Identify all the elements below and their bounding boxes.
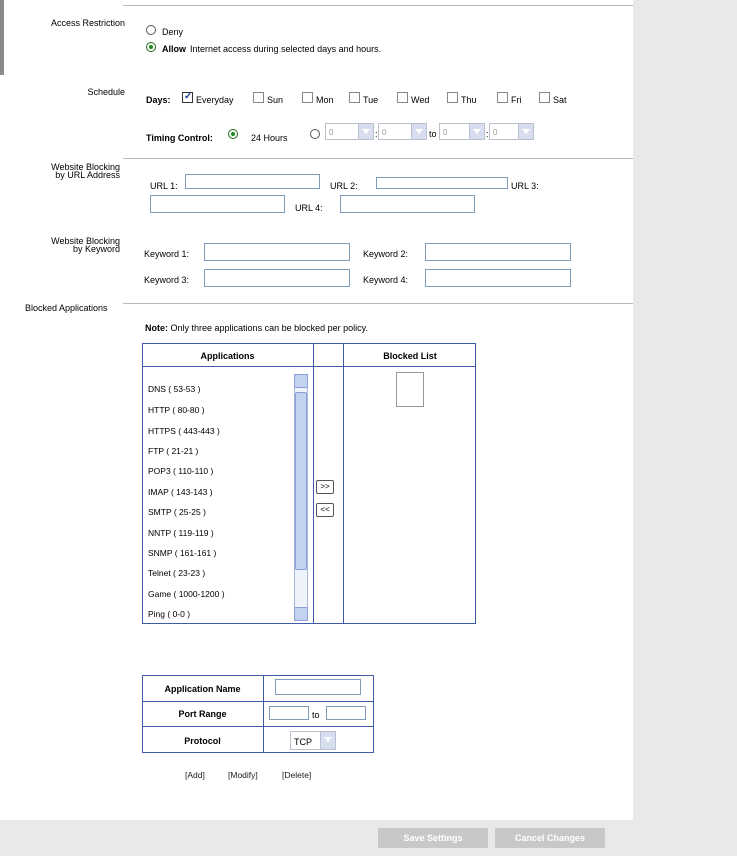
- port-end-input[interactable]: [326, 706, 366, 720]
- start-hour-select[interactable]: 0: [325, 123, 374, 140]
- save-settings-button[interactable]: Save Settings: [378, 828, 488, 848]
- allow-label: Allow: [162, 44, 186, 54]
- add-to-blocked-button[interactable]: >>: [316, 480, 334, 494]
- mon-checkbox[interactable]: [302, 92, 313, 103]
- everyday-label: Everyday: [196, 95, 234, 105]
- port-start-input[interactable]: [269, 706, 309, 720]
- url4-label: URL 4:: [295, 203, 323, 213]
- port-range-label: Port Range: [178, 709, 227, 719]
- access-restriction-label: Access Restriction: [50, 18, 125, 28]
- chevron-down-icon: [469, 124, 484, 139]
- delete-button[interactable]: [Delete]: [282, 770, 312, 780]
- list-item[interactable]: NNTP ( 119-119 ): [148, 528, 214, 538]
- scroll-down-button[interactable]: [294, 607, 308, 621]
- chevron-down-icon: [411, 124, 426, 139]
- blocked-applications-label: Blocked Applications: [25, 303, 108, 313]
- url-blocking-label-1: Website Blocking: [51, 162, 120, 172]
- list-item[interactable]: Game ( 1000-1200 ): [148, 589, 225, 599]
- sat-checkbox[interactable]: [539, 92, 550, 103]
- timing-control-label: Timing Control:: [146, 133, 213, 143]
- application-name-input[interactable]: [275, 679, 361, 695]
- end-hour-select[interactable]: 0: [439, 123, 485, 140]
- hours24-label: 24 Hours: [251, 133, 288, 143]
- scroll-up-button[interactable]: [294, 374, 308, 388]
- keyword2-input[interactable]: [425, 243, 571, 261]
- cancel-changes-button[interactable]: Cancel Changes: [495, 828, 605, 848]
- applications-header: Applications: [200, 351, 255, 361]
- hours24-radio[interactable]: [228, 129, 238, 139]
- url3-input[interactable]: [150, 195, 285, 213]
- url-blocking-label-2: by URL Address: [55, 170, 120, 180]
- chevron-down-icon: [358, 124, 373, 139]
- sat-label: Sat: [553, 95, 567, 105]
- url3-label: URL 3:: [511, 181, 539, 191]
- blocked-list-header: Blocked List: [383, 351, 437, 361]
- keyword-blocking-label-2: by Keyword: [72, 244, 120, 254]
- allow-description: Internet access during selected days and hours.: [190, 44, 382, 54]
- right-side-panel: [633, 0, 737, 856]
- note-text: Note: Only three applications can be blocked per policy.: [145, 323, 368, 333]
- wed-label: Wed: [411, 95, 430, 105]
- fri-label: Fri: [511, 95, 522, 105]
- url2-label: URL 2:: [330, 181, 358, 191]
- divider: [123, 5, 633, 6]
- application-name-label: Application Name: [164, 684, 241, 694]
- list-item[interactable]: Ping ( 0-0 ): [148, 609, 191, 619]
- scroll-thumb[interactable]: [295, 392, 307, 570]
- remove-from-blocked-button[interactable]: <<: [316, 503, 334, 517]
- wed-checkbox[interactable]: [397, 92, 408, 103]
- modify-button[interactable]: [Modify]: [228, 770, 258, 780]
- list-item[interactable]: HTTP ( 80-80 ): [148, 405, 205, 415]
- to-label: to: [429, 129, 437, 139]
- blocked-list-box[interactable]: [396, 372, 424, 407]
- tue-label: Tue: [363, 95, 379, 105]
- url1-label: URL 1:: [150, 181, 178, 191]
- tue-checkbox[interactable]: [349, 92, 360, 103]
- keyword3-input[interactable]: [204, 269, 350, 287]
- table-header-divider: [142, 366, 476, 367]
- allow-radio[interactable]: [146, 42, 156, 52]
- list-item[interactable]: SNMP ( 161-161 ): [148, 548, 217, 558]
- time-range-radio[interactable]: [310, 129, 320, 139]
- protocol-select[interactable]: TCP: [290, 731, 336, 750]
- deny-radio[interactable]: [146, 25, 156, 35]
- keyword2-label: Keyword 2:: [363, 249, 409, 259]
- keyword1-input[interactable]: [204, 243, 350, 261]
- list-item[interactable]: SMTP ( 25-25 ): [148, 507, 206, 517]
- divider: [123, 158, 633, 159]
- list-item[interactable]: HTTPS ( 443-443 ): [148, 426, 220, 436]
- left-nav-strip: [0, 0, 4, 75]
- mon-label: Mon: [316, 95, 334, 105]
- keyword1-label: Keyword 1:: [144, 249, 190, 259]
- form-col-divider: [263, 675, 264, 753]
- everyday-checkbox[interactable]: [182, 92, 193, 103]
- keyword4-label: Keyword 4:: [363, 275, 409, 285]
- thu-label: Thu: [461, 95, 477, 105]
- colon: :: [375, 129, 378, 139]
- form-row-divider: [142, 701, 374, 702]
- fri-checkbox[interactable]: [497, 92, 508, 103]
- sun-label: Sun: [267, 95, 284, 105]
- protocol-label: Protocol: [184, 736, 221, 746]
- thu-checkbox[interactable]: [447, 92, 458, 103]
- keyword-blocking-label-1: Website Blocking: [51, 236, 120, 246]
- url4-input[interactable]: [340, 195, 475, 213]
- days-label: Days:: [146, 95, 171, 105]
- url1-input[interactable]: [185, 174, 320, 189]
- colon: :: [486, 129, 489, 139]
- add-button[interactable]: [Add]: [185, 770, 205, 780]
- start-minute-select[interactable]: 0: [378, 123, 427, 140]
- chevron-down-icon: [518, 124, 533, 139]
- keyword3-label: Keyword 3:: [144, 275, 190, 285]
- list-item[interactable]: POP3 ( 110-110 ): [148, 466, 214, 476]
- divider: [123, 303, 633, 304]
- footer-bar: [0, 820, 737, 856]
- list-item[interactable]: IMAP ( 143-143 ): [148, 487, 213, 497]
- end-minute-select[interactable]: 0: [489, 123, 534, 140]
- list-item[interactable]: Telnet ( 23-23 ): [148, 568, 206, 578]
- table-col-divider: [313, 343, 314, 624]
- keyword4-input[interactable]: [425, 269, 571, 287]
- port-to-label: to: [312, 710, 320, 720]
- deny-label: Deny: [162, 27, 184, 37]
- form-row-divider: [142, 726, 374, 727]
- table-col-divider: [343, 343, 344, 624]
- schedule-label: Schedule: [87, 87, 125, 97]
- list-item[interactable]: DNS ( 53-53 ): [148, 384, 201, 394]
- list-item[interactable]: FTP ( 21-21 ): [148, 446, 199, 456]
- sun-checkbox[interactable]: [253, 92, 264, 103]
- url2-input[interactable]: [376, 177, 508, 189]
- chevron-down-icon: [320, 732, 335, 749]
